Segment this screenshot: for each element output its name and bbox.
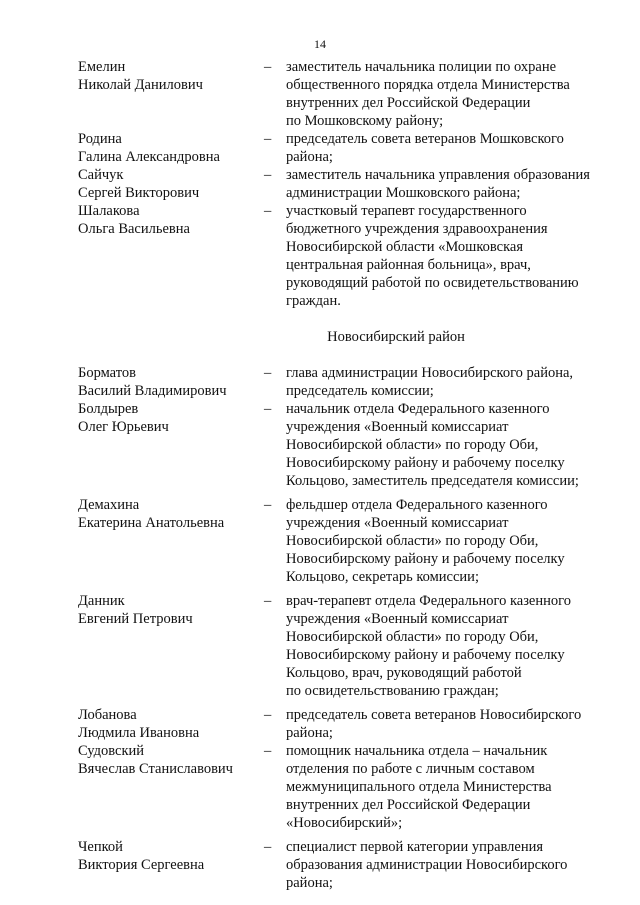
- member-position-line: района;: [286, 149, 333, 165]
- member-position: [286, 364, 604, 400]
- member-position-line: учреждения «Военный комиссариат: [286, 515, 509, 531]
- dash-separator: –: [264, 839, 272, 855]
- members-list-moshkovsky: [78, 58, 604, 310]
- member-position-line: администрации Мошковского района;: [286, 185, 521, 201]
- member-position: [286, 202, 604, 310]
- member-name-line: Василий Владимирович: [78, 383, 227, 399]
- member-name-line: Олег Юрьевич: [78, 419, 169, 435]
- member-position-line: общественного порядка отдела Министерства: [286, 77, 570, 93]
- member-name-line: Николай Данилович: [78, 77, 203, 93]
- dash-separator: –: [264, 365, 272, 381]
- member-name: [78, 202, 264, 310]
- member-position-line: «Новосибирский»;: [286, 815, 403, 831]
- member-position-line: Новосибирскому району и рабочему поселку: [286, 455, 565, 471]
- member-name-line: Сайчук: [78, 167, 124, 183]
- member-name-line: Людмила Ивановна: [78, 725, 200, 741]
- member-entry: [78, 592, 604, 700]
- dash-separator: –: [264, 131, 272, 147]
- member-position-line: Кольцово, секретарь комиссии;: [286, 569, 479, 585]
- member-name-line: Борматов: [78, 365, 136, 381]
- member-name-line: Родина: [78, 131, 122, 147]
- member-name-line: Демахина: [78, 497, 140, 513]
- member-name: [78, 364, 264, 400]
- member-entry: [78, 202, 604, 310]
- member-position-line: участковый терапевт государственного: [286, 203, 527, 219]
- member-name-line: Шалакова: [78, 203, 140, 219]
- member-position-line: бюджетного учреждения здравоохранения: [286, 221, 548, 237]
- member-position-line: района;: [286, 725, 333, 741]
- member-position-line: начальник отдела Федерального казенного: [286, 401, 550, 417]
- member-name-line: Сергей Викторович: [78, 185, 200, 201]
- dash-separator: –: [264, 203, 272, 219]
- member-entry: [78, 130, 604, 166]
- member-position-line: заместитель начальника управления образования: [286, 167, 590, 183]
- member-name: [78, 400, 264, 490]
- member-entry: [78, 706, 604, 742]
- member-position-line: учреждения «Военный комиссариат: [286, 419, 509, 435]
- member-position: [286, 742, 604, 832]
- member-name-line: Болдырев: [78, 401, 139, 417]
- member-position-line: Новосибирской области «Мошковская: [286, 239, 524, 255]
- member-name-line: Вячеслав Станиславович: [78, 761, 233, 777]
- member-position: [286, 130, 604, 166]
- member-position-line: специалист первой категории управления: [286, 839, 544, 855]
- member-position-line: Новосибирскому району и рабочему поселку: [286, 551, 565, 567]
- document-body: [78, 58, 604, 892]
- member-position-line: глава администрации Новосибирского района,: [286, 365, 574, 381]
- member-position-line: Кольцово, заместитель председателя комиссии;: [286, 473, 579, 489]
- member-position-line: председатель комиссии;: [286, 383, 434, 399]
- member-name-line: Виктория Сергеевна: [78, 857, 205, 873]
- member-position-line: образования администрации Новосибирского: [286, 857, 568, 873]
- member-entry: [78, 166, 604, 202]
- member-position: [286, 838, 604, 892]
- member-position-line: Новосибирской области» по городу Оби,: [286, 437, 539, 453]
- member-position-line: внутренних дел Российской Федерации: [286, 797, 531, 813]
- dash-separator: –: [264, 497, 272, 513]
- member-position-line: Новосибирскому району и рабочему поселку: [286, 647, 565, 663]
- member-position-line: отделения по работе с личным составом: [286, 761, 535, 777]
- member-position-line: Новосибирской области» по городу Оби,: [286, 533, 539, 549]
- member-name-line: Судовский: [78, 743, 145, 759]
- member-position-line: председатель совета ветеранов Новосибирского: [286, 707, 582, 723]
- member-name: [78, 166, 264, 202]
- members-list-novosibirsky: [78, 364, 604, 892]
- member-name-line: Евгений Петрович: [78, 611, 193, 627]
- member-position-line: врач-терапевт отдела Федерального казенного: [286, 593, 571, 609]
- dash-separator: –: [264, 167, 272, 183]
- member-position-line: внутренних дел Российской Федерации: [286, 95, 531, 111]
- member-name-line: Данник: [78, 593, 125, 609]
- dash-separator: –: [264, 401, 272, 417]
- member-name-line: Галина Александровна: [78, 149, 220, 165]
- member-position-line: межмуниципального отдела Министерства: [286, 779, 552, 795]
- member-entry: [78, 58, 604, 130]
- member-entry: [78, 838, 604, 892]
- member-entry: [78, 496, 604, 586]
- member-name-line: Чепкой: [78, 839, 123, 855]
- member-position-line: по Мошковскому району;: [286, 113, 444, 129]
- member-position: [286, 166, 604, 202]
- member-position: [286, 592, 604, 700]
- member-name: [78, 706, 264, 742]
- member-name-line: Ольга Васильевна: [78, 221, 190, 237]
- member-position-line: помощник начальника отдела – начальник: [286, 743, 548, 759]
- member-position-line: Новосибирской области» по городу Оби,: [286, 629, 539, 645]
- member-position-line: председатель совета ветеранов Мошковского: [286, 131, 564, 147]
- member-position: [286, 496, 604, 586]
- member-name-line: Лобанова: [78, 707, 137, 723]
- member-entry: [78, 400, 604, 490]
- member-name: [78, 838, 264, 892]
- dash-separator: –: [264, 59, 272, 75]
- member-position-line: руководящий работой по освидетельствованию: [286, 275, 579, 291]
- member-entry: [78, 364, 604, 400]
- member-name-line: Екатерина Анатольевна: [78, 515, 225, 531]
- member-position-line: Кольцово, врач, руководящий работой: [286, 665, 522, 681]
- member-name: [78, 592, 264, 700]
- member-position-line: учреждения «Военный комиссариат: [286, 611, 509, 627]
- member-position: [286, 400, 604, 490]
- dash-separator: –: [264, 743, 272, 759]
- member-name: [78, 742, 264, 832]
- member-position-line: района;: [286, 875, 333, 891]
- member-position-line: по освидетельствованию граждан;: [286, 683, 499, 699]
- member-name: [78, 130, 264, 166]
- page-number: 14: [314, 37, 326, 51]
- dash-separator: –: [264, 707, 272, 723]
- member-name: [78, 58, 264, 130]
- member-entry: [78, 742, 604, 832]
- member-position: [286, 706, 604, 742]
- member-name: [78, 496, 264, 586]
- member-position-line: фельдшер отдела Федерального казенного: [286, 497, 548, 513]
- dash-separator: –: [264, 593, 272, 609]
- member-position-line: заместитель начальника полиции по охране: [286, 59, 557, 75]
- member-name-line: Емелин: [78, 59, 126, 75]
- member-position-line: граждан.: [286, 293, 341, 309]
- member-position-line: центральная районная больница», врач,: [286, 257, 531, 273]
- section-title: Новосибирский район: [327, 329, 465, 345]
- member-position: [286, 58, 604, 130]
